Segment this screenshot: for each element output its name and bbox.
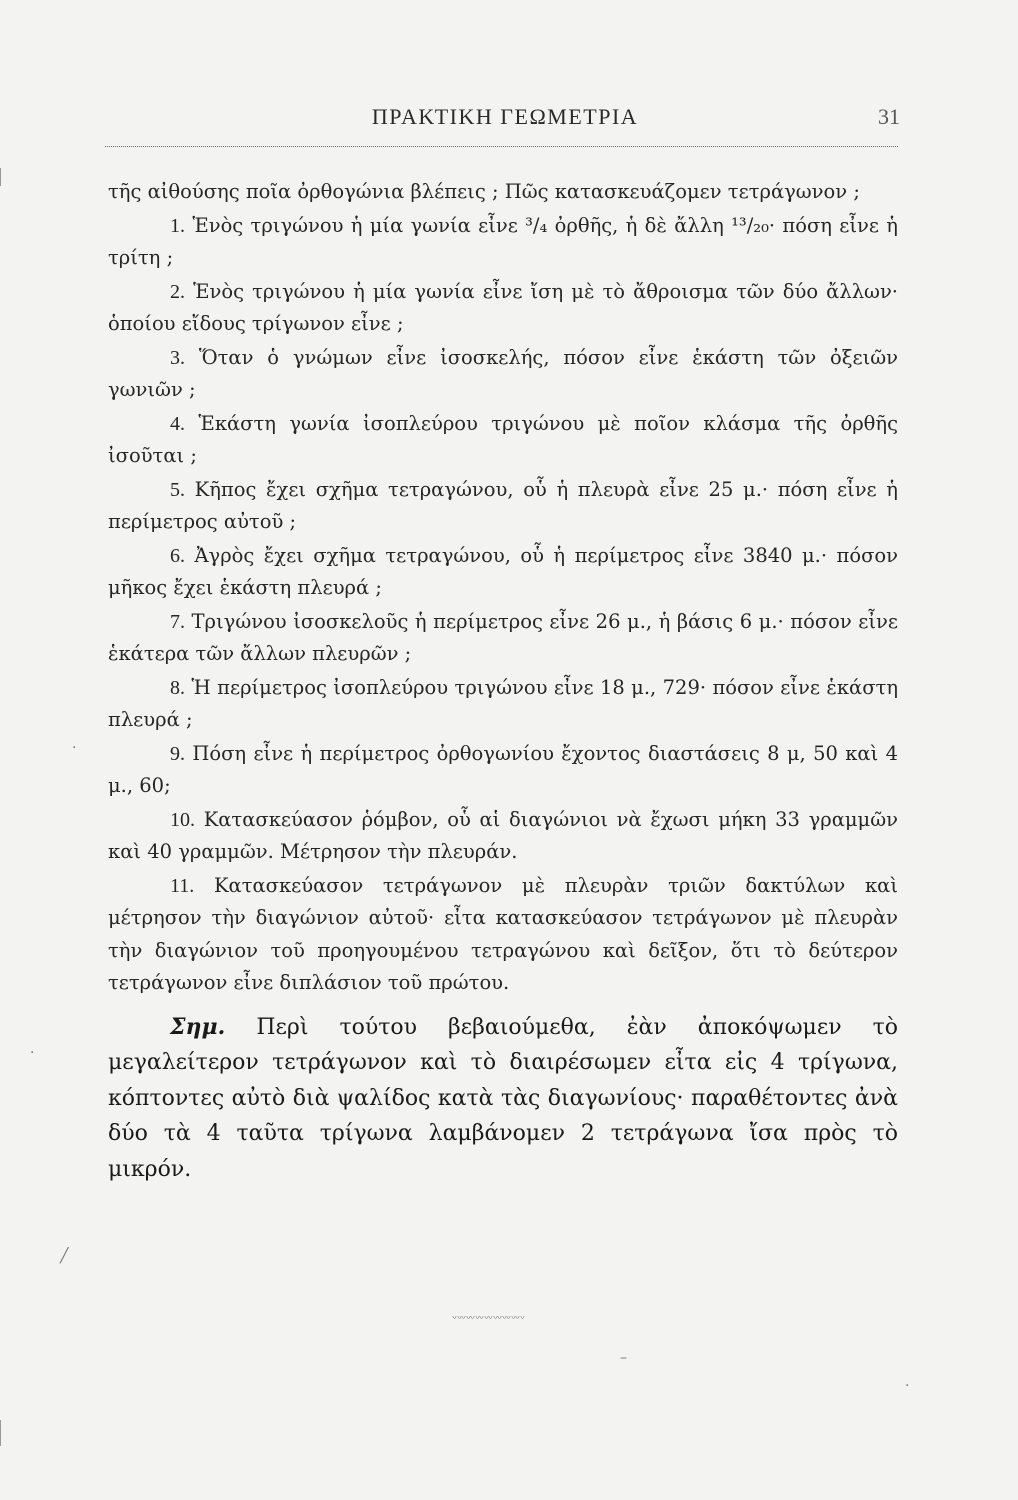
exercise-text: Ἡ περίμετρος ἰσοπλεύρου τριγώνου εἶνε 18 μ., 729· πόσον εἶνε ἑκάστη πλευρά ;	[108, 675, 899, 731]
exercise-number: 8.	[170, 676, 185, 699]
exercise-text: Ἑνὸς τριγώνου ἡ μία γωνία εἶνε ἴση μὲ τὸ ἄθροισμα τῶν δύο ἄλλων· ὁποίου εἴδους τρίγωνον εἶνε ;	[108, 279, 899, 335]
footer-ornament: 〰〰〰〰〰〰〰〰	[452, 1316, 524, 1322]
exercise-4	[108, 408, 898, 473]
speck: ╱	[60, 1248, 69, 1264]
exercise-number: 2.	[170, 280, 185, 303]
exercise-text: Κατασκεύασον τετράγωνον μὲ πλευρὰν τριῶν δακτύλων καὶ μέτρησον τὴν διαγώνιον αὐτοῦ· εἶτα κατασκεύασον τετράγωνον μὲ πλευρὰν τὴν διαγώνιον τοῦ προηγουμένου τετραγώνου καὶ δεῖξον, ὅτι τὸ δεύτερον τετράγωνον εἶνε διπλάσιον τοῦ πρώτου.	[108, 873, 898, 994]
exercise-number: 6.	[170, 544, 185, 567]
margin-mark-left	[0, 1420, 1, 1446]
exercise-number: 1.	[170, 214, 185, 237]
exercise-number: 3.	[170, 346, 185, 369]
exercise-8	[108, 672, 898, 737]
exercise-text: Ὅταν ὁ γνώμων εἶνε ἰσοσκελής, πόσον εἶνε ἑκάστη τῶν ὀξειῶν γωνιῶν ;	[108, 345, 898, 401]
exercise-number: 11.	[170, 874, 195, 897]
exercise-text: Κῆπος ἔχει σχῆμα τετραγώνου, οὗ ἡ πλευρὰ εἶνε 25 μ.· πόση εἶνε ἡ περίμετρος αὐτοῦ ;	[108, 477, 898, 533]
note-paragraph	[108, 1010, 898, 1188]
exercise-number: 4.	[170, 412, 185, 435]
header-rule	[105, 146, 898, 147]
exercise-5	[108, 474, 898, 539]
page-number: 31	[878, 104, 900, 129]
exercise-number: 5.	[170, 478, 185, 501]
speck: ·	[30, 1045, 35, 1061]
speck: –	[620, 1350, 627, 1366]
exercise-number: 10.	[170, 808, 195, 831]
speck: ·	[905, 1378, 910, 1394]
exercise-text: Τριγώνου ἰσοσκελοῦς ἡ περίμετρος εἶνε 26 μ., ἡ βάσις 6 μ.· πόσον εἶνε ἑκάτερα τῶν ἄλλων πλευρῶν ;	[108, 609, 898, 665]
exercise-9	[108, 738, 898, 803]
exercise-text: Ἑκάστη γωνία ἰσοπλεύρου τριγώνου μὲ ποῖον κλάσμα τῆς ὀρθῆς ἰσοῦται ;	[108, 411, 898, 467]
exercise-1	[108, 210, 898, 275]
exercise-3	[108, 342, 898, 407]
note-label: Σημ.	[170, 1013, 226, 1040]
exercise-text: Ἀγρὸς ἔχει σχῆμα τετραγώνου, οὗ ἡ περίμετρος εἶνε 3840 μ.· πόσον μῆκος ἔχει ἑκάστη πλευρά ;	[108, 543, 898, 599]
page-body	[108, 176, 898, 1209]
exercise-2	[108, 276, 898, 341]
exercise-text: Κατασκεύασον ῥόμβον, οὗ αἱ διαγώνιοι νὰ ἔχωσι μήκη 33 γραμμῶν καὶ 40 γραμμῶν. Μέτρησον τὴν πλευράν.	[108, 807, 898, 863]
exercise-10	[108, 804, 898, 869]
exercise-text: Ἑνὸς τριγώνου ἡ μία γωνία εἶνε ³/₄ ὀρθῆς, ἡ δὲ ἄλλη ¹³/₂₀· πόση εἶνε ἡ τρίτη ;	[108, 213, 898, 269]
exercise-text: Πόση εἶνε ἡ περίμετρος ὀρθογωνίου ἔχοντος διαστάσεις 8 μ, 50 καὶ 4 μ., 60;	[108, 741, 899, 797]
speck: ·	[72, 740, 77, 756]
exercise-11	[108, 870, 898, 1000]
exercise-number: 9.	[170, 742, 185, 765]
exercise-number: 7.	[170, 610, 185, 633]
note-text: Περὶ τούτου βεβαιούμεθα, ἐὰν ἀποκόψωμεν τὸ μεγαλείτερον τετράγωνον καὶ τὸ διαιρέσωμεν εἶτα εἰς 4 τρίγωνα, κόπτοντες αὐτὸ διὰ ψαλίδος κατὰ τὰς διαγωνίους· παραθέτοντες ἀνὰ δύο τὰ 4 ταῦτα τρίγωνα λαμβάνομεν 2 τετράγωνα ἴσα πρὸς τὸ μικρόν.	[108, 1014, 898, 1182]
exercise-7	[108, 606, 898, 671]
page-header	[110, 104, 900, 144]
running-title: ΠΡΑΚΤΙΚΗ ΓΕΩΜΕΤΡΙΑ	[371, 104, 639, 129]
margin-mark-top	[0, 168, 1, 186]
exercise-6	[108, 540, 898, 605]
intro-paragraph: τῆς αἰθούσης ποῖα ὀρθογώνια βλέπεις ; Πῶς κατασκευάζομεν τετράγωνον ;	[108, 180, 860, 203]
